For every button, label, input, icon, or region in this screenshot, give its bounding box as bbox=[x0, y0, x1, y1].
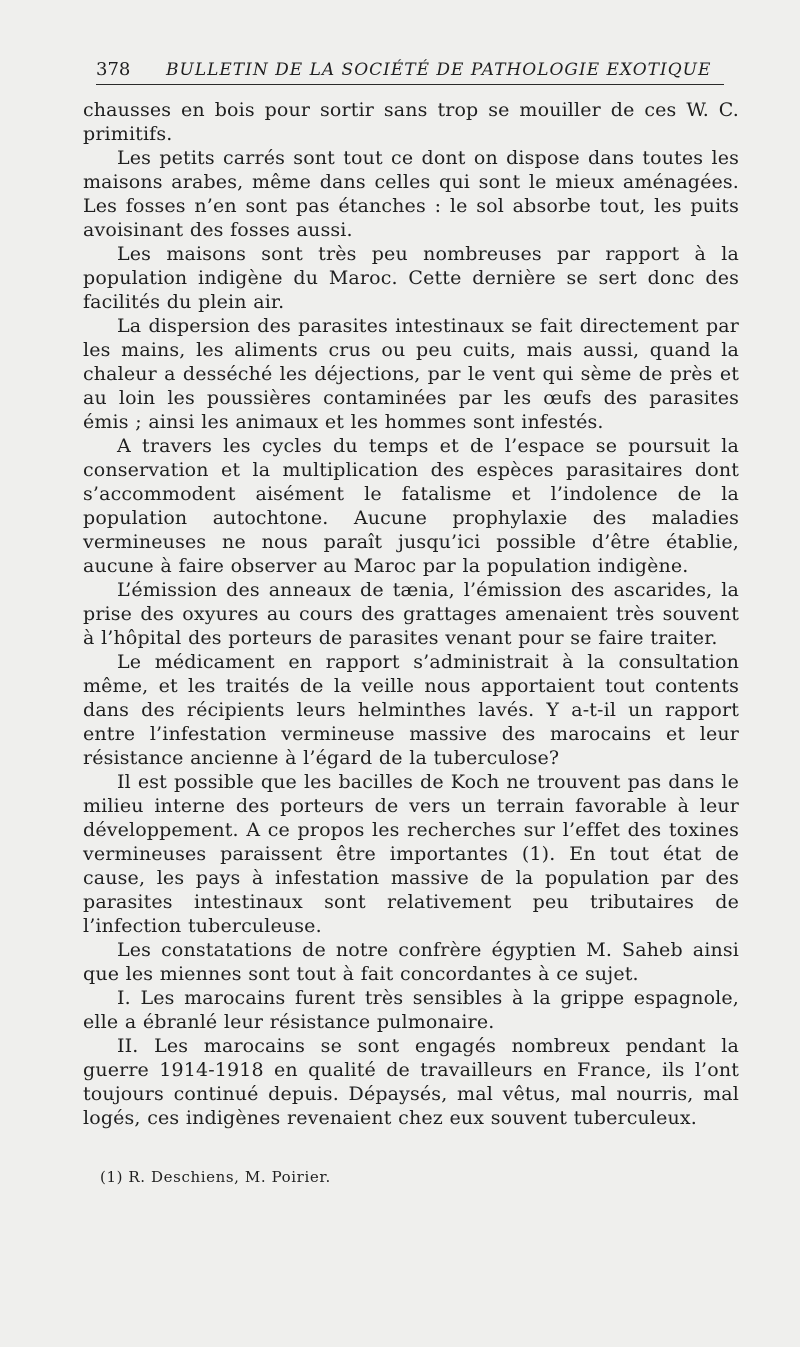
paragraph: Les constatations de notre confrère égyptien M. Saheb ainsi que les miennes sont tout à fait concordantes à ce sujet. bbox=[83, 939, 739, 985]
paragraph: Le médicament en rapport s’administrait à la consultation même, et les traités de la veille nous apportaient tout contents dans des récipients leurs helminthes lavés. Y a-t-il un rapport entre l’infestation vermineuse massive des marocains et leur résistance ancienne à l’égard de la tuberculose? bbox=[83, 651, 739, 769]
body-text bbox=[83, 98, 739, 1130]
paragraph: La dispersion des parasites intestinaux se fait directement par les mains, les aliments crus ou peu cuits, mais aussi, quand la chaleur a desséché les déjections, par le vent qui sème de près et au loin les poussières contaminées par les œufs des parasites émis ; ainsi les animaux et les hommes sont infestés. bbox=[83, 315, 739, 433]
paragraph: II. Les marocains se sont engagés nombreux pendant la guerre 1914-1918 en qualité de travailleurs en France, ils l’ont toujours continué depuis. Dépaysés, mal vêtus, mal nourris, mal logés, ces indigènes revenaient chez eux souvent tuberculeux. bbox=[83, 1035, 739, 1129]
paragraph: L’émission des anneaux de tænia, l’émission des ascarides, la prise des oxyures au cours des grattages amenaient très souvent à l’hôpital des porteurs de parasites venant pour se faire traiter. bbox=[83, 579, 739, 649]
running-header bbox=[96, 56, 724, 85]
paragraph: A travers les cycles du temps et de l’espace se poursuit la conservation et la multiplication des espèces parasitaires dont s’accommodent aisément le fatalisme et l’indolence de la population autochtone. Aucune prophylaxie des maladies vermineuses ne nous paraît jusqu’ici possible d’être établie, aucune à faire observer au Maroc par la population indigène. bbox=[83, 435, 739, 577]
page-number: 378 bbox=[96, 59, 131, 80]
running-title: BULLETIN DE LA SOCIÉTÉ DE PATHOLOGIE EXOTIQUE bbox=[166, 60, 712, 80]
paragraph: Les petits carrés sont tout ce dont on dispose dans toutes les maisons arabes, même dans celles qui sont le mieux aménagées. Les fosses n’en sont pas étanches : le sol absorbe tout, les puits avoisinant des fosses aussi. bbox=[83, 147, 739, 241]
paragraph: I. Les marocains furent très sensibles à la grippe espagnole, elle a ébranlé leur résistance pulmonaire. bbox=[83, 987, 739, 1033]
paragraph: Il est possible que les bacilles de Koch ne trouvent pas dans le milieu interne des porteurs de vers un terrain favorable à leur développement. A ce propos les recherches sur l’effet des toxines vermineuses paraissent être importantes (1). En tout état de cause, les pays à infestation massive de la population par des parasites intestinaux sont relativement peu tributaires de l’infection tuberculeuse. bbox=[83, 771, 739, 937]
paragraph: Les maisons sont très peu nombreuses par rapport à la population indigène du Maroc. Cette dernière se sert donc des facilités du plein air. bbox=[83, 243, 739, 313]
paragraph: chausses en bois pour sortir sans trop se mouiller de ces W. C. primitifs. bbox=[83, 99, 739, 145]
footnote: (1) R. Deschiens, M. Poirier. bbox=[100, 1168, 331, 1186]
